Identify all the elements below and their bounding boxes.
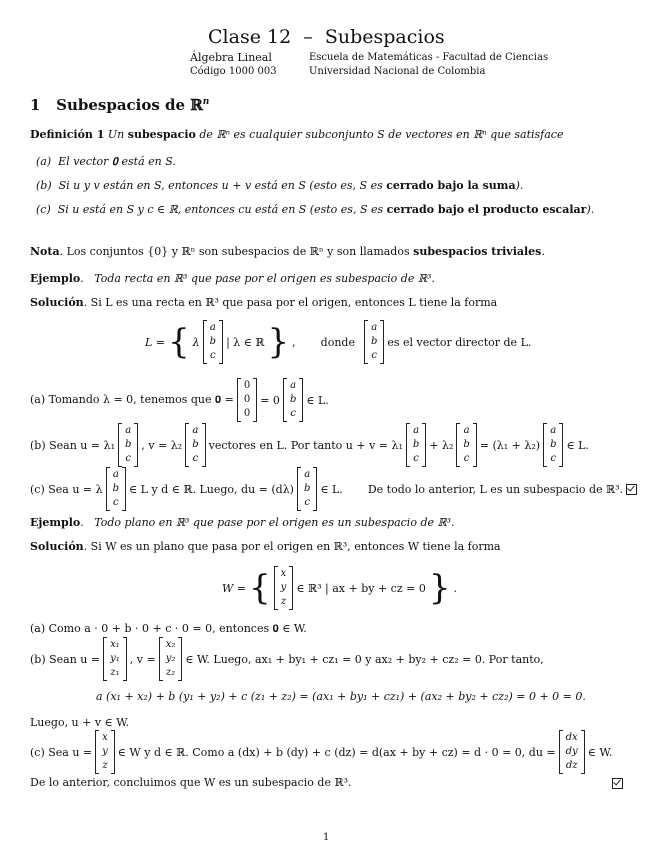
- ex1-part-a: (a) Tomando λ = 0, tenemos que 𝟎 = 0 0 0 = 0 a b c ∈ L.: [30, 378, 329, 422]
- course-code: Código 1000 003: [190, 66, 277, 77]
- definition-item-c: (c) Si u está en S y c ∈ ℝ, entonces cu está en S (esto es, S es cerrado bajo el producto escalar).: [36, 203, 595, 216]
- title: Clase 12 – Subespacios: [208, 26, 445, 48]
- line-set: L = { λ a b c | λ ∈ ℝ } , donde a b c es el vector director de L.: [145, 322, 532, 362]
- example-2: Ejemplo. Todo plano en ℝ³ que pase por el origen es un subespacio de ℝ³.: [30, 516, 455, 529]
- definition-item-b: (b) Si u y v están en S, entonces u + v está en S (esto es, S es cerrado bajo la suma).: [36, 179, 524, 192]
- ex1-part-c: (c) Sea u = λ a b c ∈ L y d ∈ ℝ. Luego, du = (dλ) a b c ∈ L. De todo lo anterior, L es un subespacio de ℝ³.: [30, 467, 637, 511]
- ex2-part-a: (a) Como a · 0 + b · 0 + c · 0 = 0, entonces 𝟎 ∈ W.: [30, 622, 307, 635]
- course-name: Álgebra Lineal: [190, 51, 272, 64]
- definition-item-a: (a) El vector 𝟎 está en S.: [36, 155, 176, 168]
- section-heading: 1 Subespacios de ℝ$^n$: [30, 96, 210, 114]
- ex2-luego: Luego, u + v ∈ W.: [30, 716, 130, 729]
- ex2-conclusion: De lo anterior, concluimos que W es un subespacio de ℝ³.: [30, 776, 352, 789]
- ex2-part-c: (c) Sea u = x y z ∈ W y d ∈ ℝ. Como a (dx) + b (dy) + c (dz) = d(ax + by + cz) = d · 0 = 0, du = dx dy dz ∈ W.: [30, 730, 612, 774]
- vector-director: a b c: [203, 320, 223, 364]
- school: Escuela de Matemáticas - Facultad de Ciencias: [309, 52, 549, 63]
- definition: Definición 1 Un subespacio de ℝⁿ es cualquier subconjunto S de vectores en ℝⁿ que satisface: [30, 128, 564, 141]
- page-number: 1: [323, 832, 330, 843]
- note: Nota. Los conjuntos {0} y ℝⁿ son subespacios de ℝⁿ y son llamados subespacios triviales.: [30, 245, 545, 258]
- ex2-sum-equation: a (x₁ + x₂) + b (y₁ + y₂) + c (z₁ + z₂) = (ax₁ + by₁ + cz₁) + (ax₂ + by₂ + cz₂) = 0 + 0 = 0.: [96, 690, 586, 703]
- example-1: Ejemplo. Toda recta en ℝ³ que pase por el origen es subespacio de ℝ³.: [30, 272, 435, 285]
- plane-set: W = { x y z ∈ ℝ³ | ax + by + cz = 0 } .: [222, 568, 457, 608]
- solution-2: Solución. Si W es un plano que pasa por el origen en ℝ³, entonces W tiene la forma: [30, 540, 501, 553]
- ex2-part-b: (b) Sean u = x₁ y₁ z₁ , v = x₂ y₂ z₂ ∈ W. Luego, ax₁ + by₁ + cz₁ = 0 y ax₂ + by₂ + cz₂ = 0. Por tanto,: [30, 637, 544, 681]
- solution-1: Solución. Si L es una recta en ℝ³ que pasa por el origen, entonces L tiene la forma: [30, 296, 498, 309]
- university: Universidad Nacional de Colombia: [309, 66, 486, 77]
- qed-checkbox-icon: [626, 484, 637, 495]
- ex1-part-b: (b) Sean u = λ₁ a b c , v = λ₂ a b c vectores en L. Por tanto u + v = λ₁ a b c + λ₂ a b c = (λ₁ + λ₂) a b c ∈ L.: [30, 423, 589, 467]
- qed-checkbox-icon: [612, 778, 623, 789]
